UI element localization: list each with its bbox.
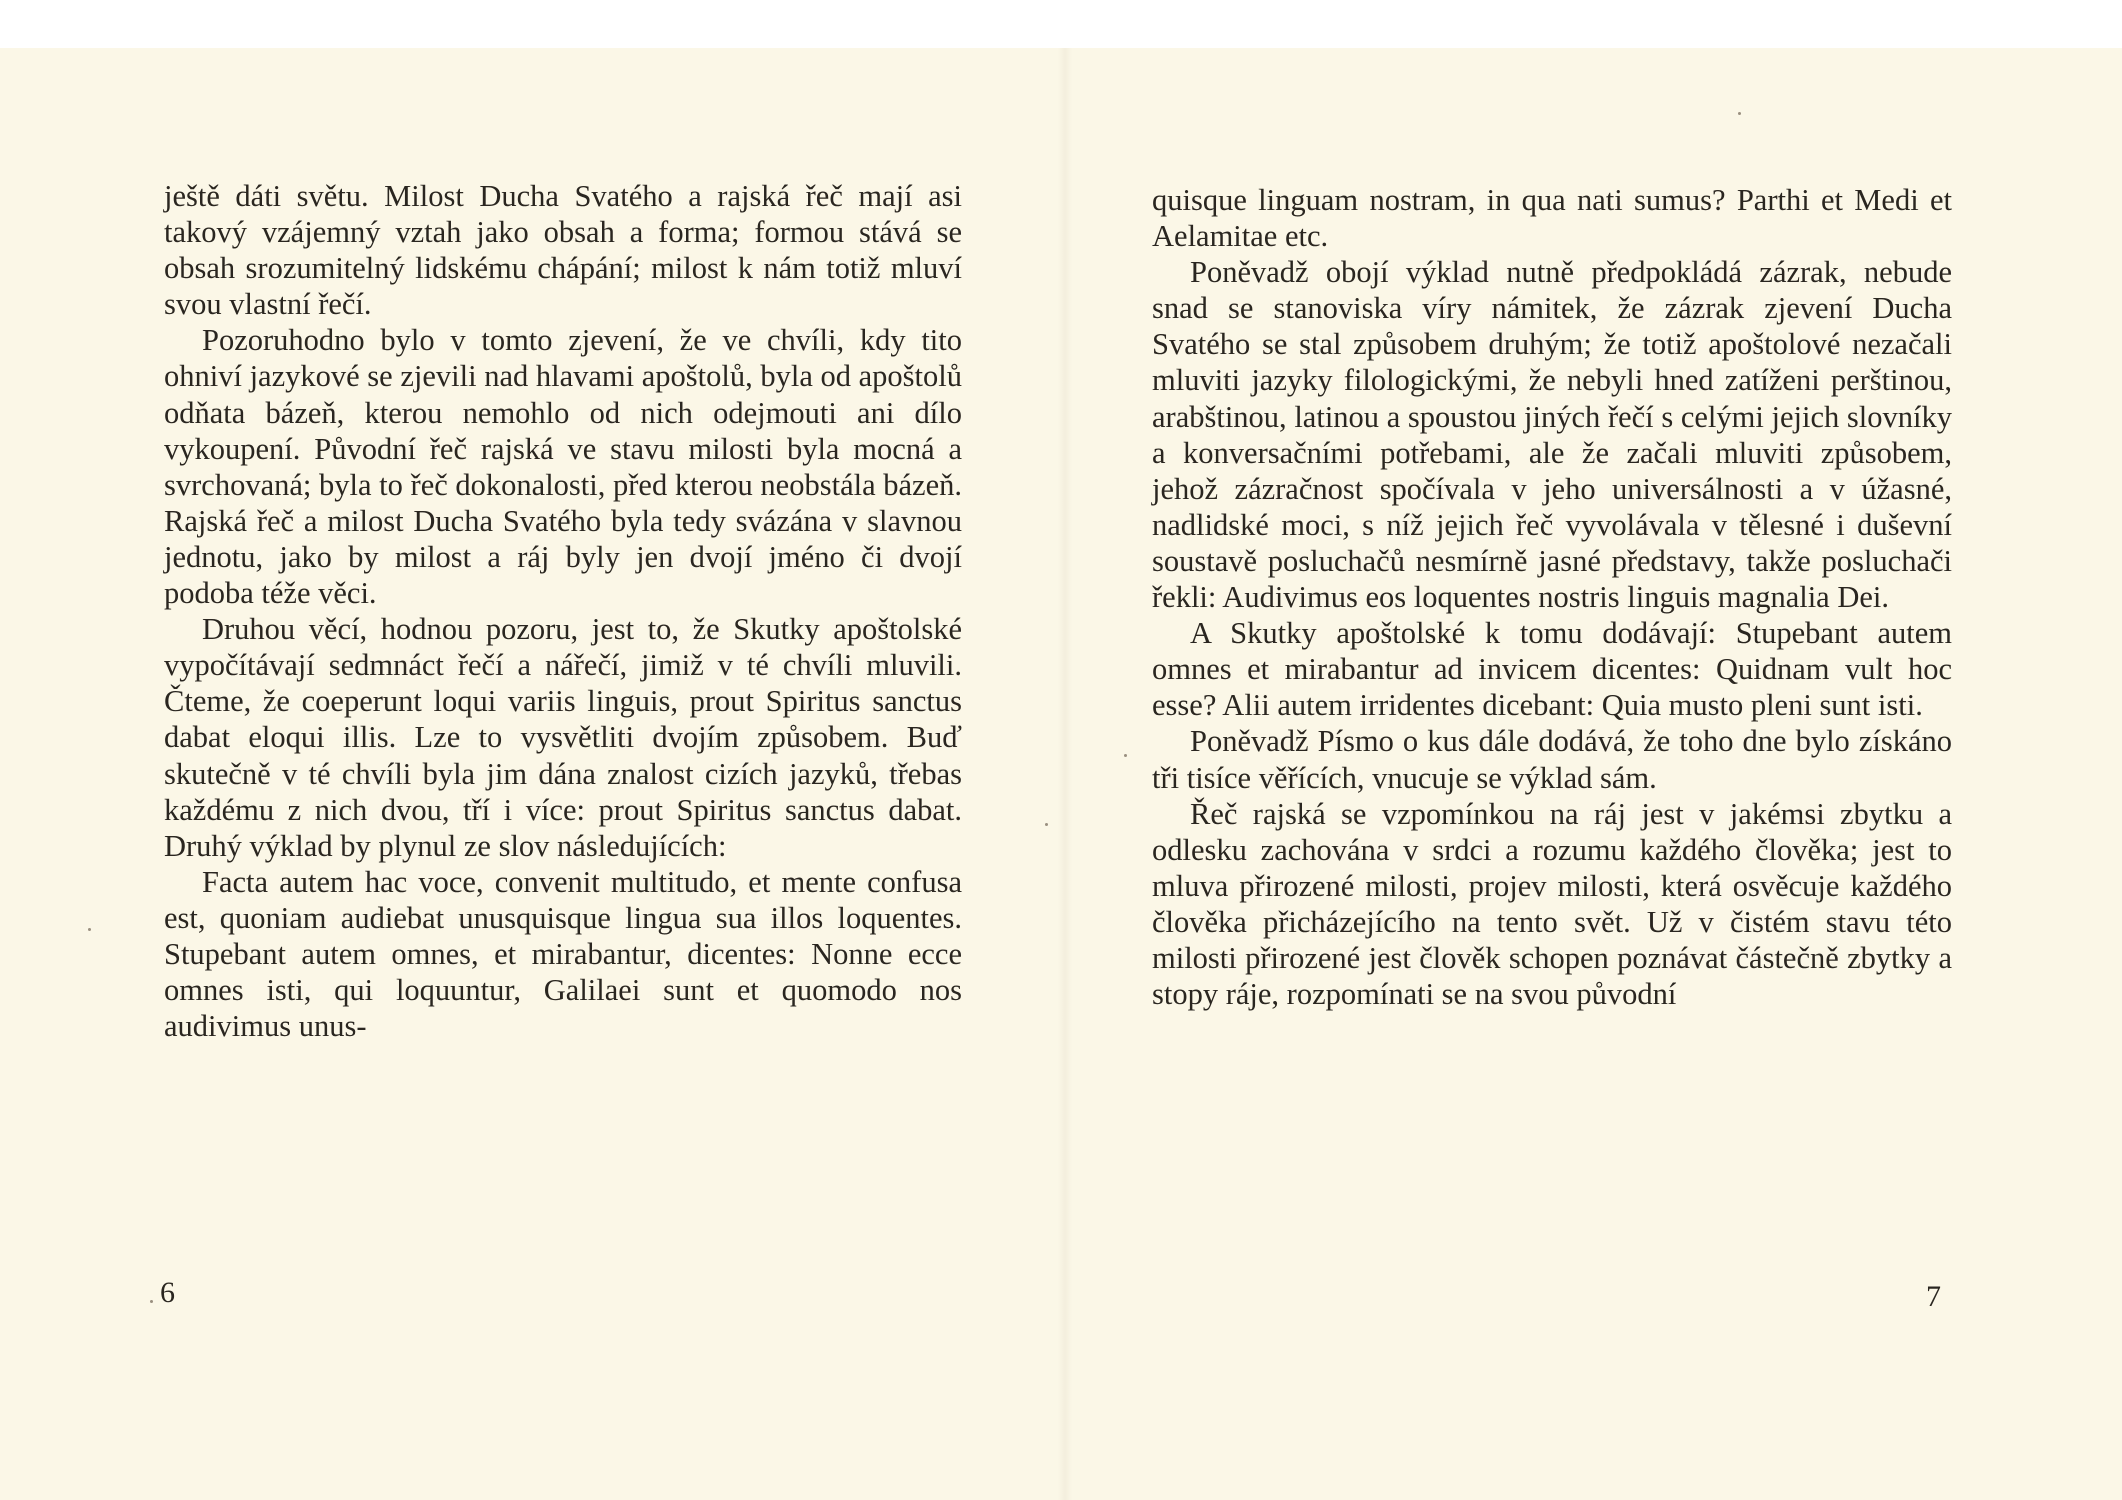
- right-paragraph-4: Poněvadž Písmo o kus dále dodává, že toho dne bylo získáno tři tisíce věřících, vnucuje se výklad sám.: [1152, 724, 1952, 795]
- right-paragraph-2: Poněvadž obojí výklad nutně předpokládá zázrak, nebude snad se stanoviska víry námitek, že zázrak zjevení Ducha Svatého se stal způsobem druhým; že totiž apoštolové nezačali mluviti jazyky filologickými, že nebyli hned zatíženi perštinou, arabštinou, latinou a spoustou jiných řečí s celými jejich slovníky a konversačními potřebami, ale že začali mluviti způsobem, jehož zázračnost spočívala v jeho universálnosti a v úžasné, nadlidské moci, s níž jejich řeč vyvolávala v tělesné i duševní soustavě posluchačů nesmírně jasné představy, takže posluchači řekli: Audivimus eos loquentes nostris linguis magnalia Dei.: [1152, 255, 1952, 615]
- left-paragraph-4: Facta autem hac voce, convenit multitudo, et mente confusa est, quoniam audiebat unusquisque lingua sua illos loquentes. Stupebant autem omnes, et mirabantur, dicentes: Nonne ecce omnes isti, qui loquuntur, Galilaei sunt et quomodo nos audivimus unus-: [164, 864, 962, 1044]
- right-page-number: 7: [1926, 1280, 1941, 1313]
- paper-speck: [150, 1300, 153, 1303]
- right-paragraph-5: Řeč rajská se vzpomínkou na ráj jest v jakémsi zbytku a odlesku zachována v srdci a rozumu každého člověka; jest to mluva přirozené milosti, projev milosti, která osvěcuje každého člověka přicházejícího na tento svět. Už v čistém stavu této milosti přirozené jest člověk schopen poznávat částečně zbytky a stopy ráje, rozpomínati se na svou původní: [1152, 796, 1952, 1012]
- right-paragraph-1: quisque linguam nostram, in qua nati sumus? Parthi et Medi et Aelamitae etc.: [1152, 183, 1952, 254]
- left-page-number: 6: [160, 1276, 175, 1309]
- paper-speck: [1738, 112, 1741, 115]
- right-page-text: [1152, 182, 1952, 1012]
- book-gutter: [1058, 48, 1072, 1500]
- right-paragraph-3: A Skutky apoštolské k tomu dodávají: Stupebant autem omnes et mirabantur ad invicem dicentes: Quidnam vult hoc esse? Alii autem irridentes dicebant: Quia musto pleni sunt isti.: [1152, 616, 1952, 723]
- left-page-text: [164, 178, 962, 1044]
- paper-speck: [88, 928, 91, 931]
- left-paragraph-2: Pozoruhodno bylo v tomto zjevení, že ve chvíli, kdy tito ohniví jazykové se zjevili nad hlavami apoštolů, byla od apoštolů odňata bázeň, kterou nemohlo od nich odejmouti ani dílo vykoupení. Původní řeč rajská ve stavu milosti byla mocná a svrchovaná; byla to řeč dokonalosti, před kterou neobstála bázeň. Rajská řeč a milost Ducha Svatého byla tedy svázána v slavnou jednotu, jako by milost a ráj byly jen dvojí jméno či dvojí podoba téže věci.: [164, 323, 962, 611]
- left-paragraph-1: ještě dáti světu. Milost Ducha Svatého a rajská řeč mají asi takový vzájemný vztah jako obsah a forma; formou stává se obsah srozumitelný lidskému chápání; milost k nám totiž mluví svou vlastní řečí.: [164, 179, 962, 322]
- paper-speck: [1045, 823, 1048, 826]
- book-spread: [0, 48, 2122, 1500]
- paper-speck: [1124, 754, 1127, 757]
- left-paragraph-3: Druhou věcí, hodnou pozoru, jest to, že Skutky apoštolské vypočítávají sedmnáct řečí a nářečí, jimiž v té chvíli mluvili. Čteme, že coeperunt loqui variis linguis, prout Spiritus sanctus dabat eloqui illis. Lze to vysvětliti dvojím způsobem. Buď skutečně v té chvíli byla jim dána znalost cizích jazyků, třebas každému z nich dvou, tří i více: prout Spiritus sanctus dabat. Druhý výklad by plynul ze slov následujících:: [164, 612, 962, 863]
